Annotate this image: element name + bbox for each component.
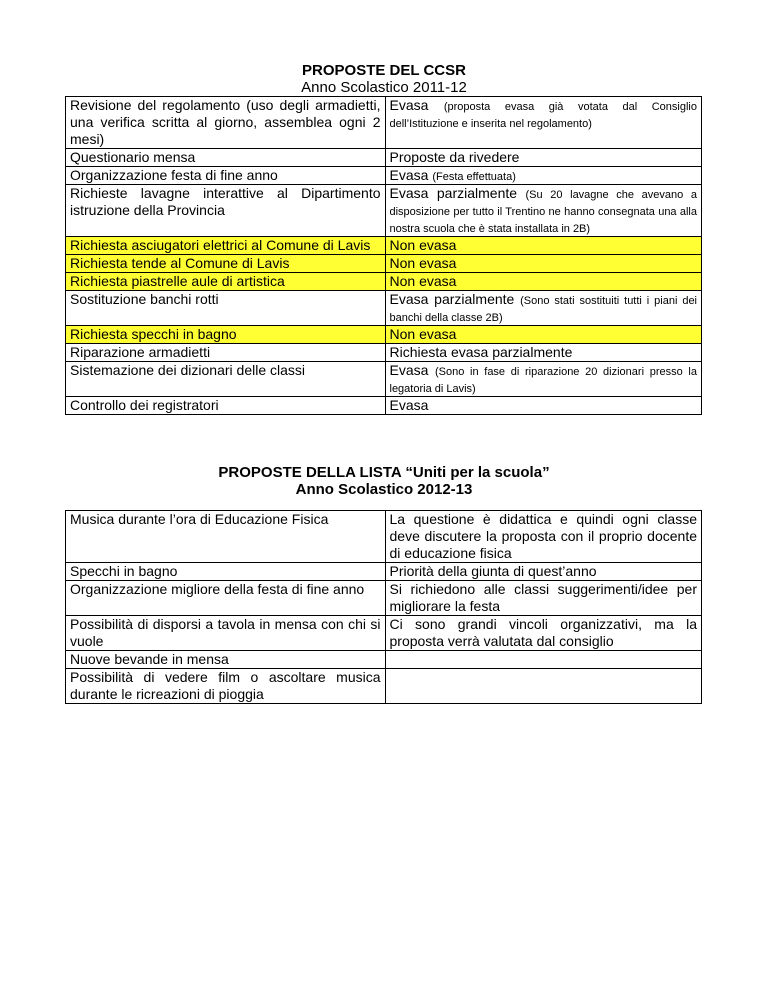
status-text: Richiesta evasa parzialmente [389,344,573,360]
status-cell [385,167,702,185]
section1-subtitle: Anno Scolastico 2011-12 [301,79,467,96]
table-row [66,167,702,185]
status-cell [385,185,702,237]
status-text: Non evasa [389,273,457,289]
proposal-cell: Richiesta asciugatori elettrici al Comune di Lavis [66,237,386,255]
table-row [66,273,702,291]
status-text: Evasa [389,397,429,413]
status-text: Non evasa [389,237,457,253]
status-text: Evasa parzialmente [389,291,515,307]
table-row [66,185,702,237]
table-row [66,581,702,616]
status-cell [385,326,702,344]
section1-title: PROPOSTE DEL CCSR [302,62,466,79]
proposal-cell: Riparazione armadietti [66,344,386,362]
status-text: Evasa [389,362,429,378]
section2-title: PROPOSTE DELLA LISTA “Uniti per la scuola” [218,464,550,481]
status-cell [385,397,702,415]
status-text: Non evasa [389,255,457,271]
response-cell: Priorità della giunta di quest’anno [385,563,702,581]
proposal-cell: Specchi in bagno [66,563,386,581]
proposal-cell: Organizzazione migliore della festa di fine anno [66,581,386,616]
ccsr-proposals-table [65,96,702,415]
status-cell [385,237,702,255]
table-row [66,511,702,563]
response-cell [385,669,702,704]
status-text: Evasa parzialmente [389,185,518,201]
table-row [66,149,702,167]
status-note: (Sono in fase di riparazione 20 dizionari presso la legatoria di Lavis) [389,366,697,395]
section2-heading [0,464,768,498]
status-cell [385,291,702,326]
table-row [66,651,702,669]
table-row [66,291,702,326]
status-cell [385,362,702,397]
response-cell: Si richiedono alle classi suggerimenti/idee per migliorare la festa [385,581,702,616]
proposal-cell: Organizzazione festa di fine anno [66,167,386,185]
status-note: (proposta evasa già votata dal Consiglio dell’Istituzione e inserita nel regolamento) [389,101,697,130]
status-cell [385,149,702,167]
table-row [66,362,702,397]
section2-subtitle: Anno Scolastico 2012-13 [295,481,473,498]
status-text: Non evasa [389,326,457,342]
proposal-cell: Controllo dei registratori [66,397,386,415]
response-cell: La questione è didattica e quindi ogni classe deve discutere la proposta con il proprio docente di educazione fisica [385,511,702,563]
proposal-cell: Possibilità di vedere film o ascoltare musica durante le ricreazioni di pioggia [66,669,386,704]
proposal-cell: Questionario mensa [66,149,386,167]
status-cell [385,97,702,149]
proposal-cell: Nuove bevande in mensa [66,651,386,669]
lista-proposals-table [65,510,702,704]
table-row [66,669,702,704]
table-row [66,616,702,651]
table-row [66,237,702,255]
status-text: Proposte da rivedere [389,149,520,165]
table-row [66,326,702,344]
table-row [66,563,702,581]
status-text: Evasa [389,167,429,183]
table-row [66,97,702,149]
section1-heading [0,62,768,96]
response-cell: Ci sono grandi vincoli organizzativi, ma la proposta verrà valutata dal consiglio [385,616,702,651]
table-row [66,344,702,362]
proposal-cell: Richiesta specchi in bagno [66,326,386,344]
table-row [66,397,702,415]
status-text: Evasa [389,97,429,113]
status-cell [385,273,702,291]
proposal-cell: Sostituzione banchi rotti [66,291,386,326]
status-cell [385,255,702,273]
status-note: (Sono stati sostituiti tutti i piani dei banchi della classe 2B) [389,295,698,324]
proposal-cell: Richieste lavagne interattive al Dipartimento istruzione della Provincia [66,185,386,237]
status-cell [385,344,702,362]
status-note: (Festa effettuata) [432,171,516,183]
proposal-cell: Revisione del regolamento (uso degli armadietti, una verifica scritta al giorno, assemblea ogni 2 mesi) [66,97,386,149]
table-row [66,255,702,273]
proposal-cell: Musica durante l’ora di Educazione Fisica [66,511,386,563]
status-note: (Su 20 lavagne che avevano a disposizione per tutto il Trentino ne hanno consegnata una alla nostra scuola che è stata installata in 2B) [389,189,697,235]
proposal-cell: Richiesta piastrelle aule di artistica [66,273,386,291]
proposal-cell: Richiesta tende al Comune di Lavis [66,255,386,273]
response-cell [385,651,702,669]
proposal-cell: Sistemazione dei dizionari delle classi [66,362,386,397]
proposal-cell: Possibilità di disporsi a tavola in mensa con chi si vuole [66,616,386,651]
